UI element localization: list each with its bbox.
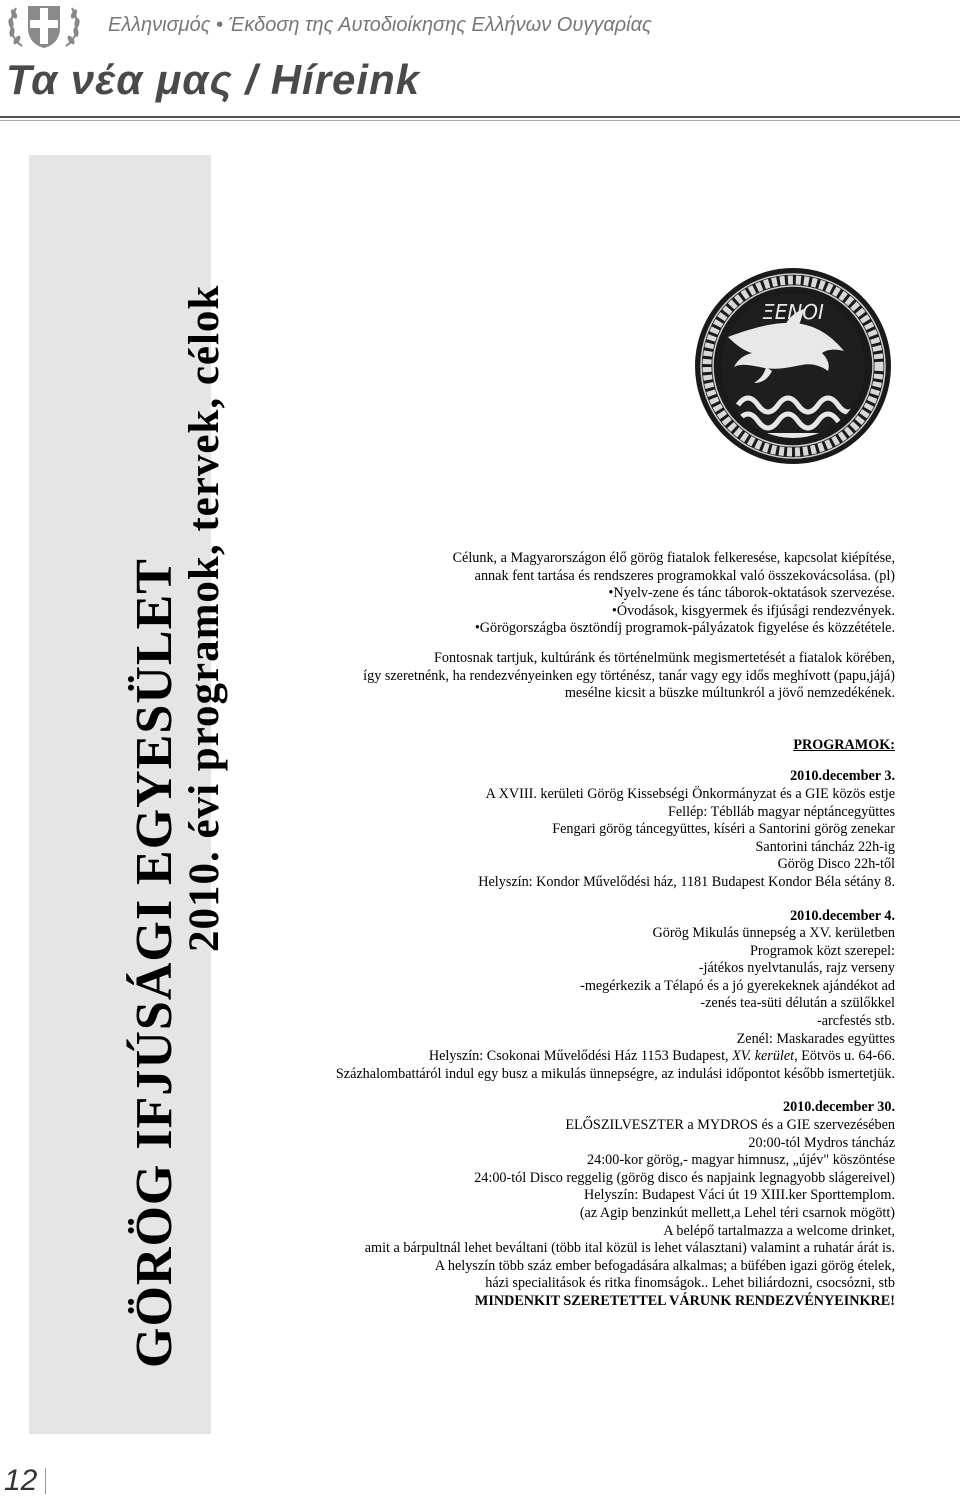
- event-bus-line: Százhalombattáról indul egy busz a mikulás ünnepségre, az indulási időpontot később ismertetjük.: [335, 1065, 895, 1082]
- event-line: Görög Mikulás ünnepség a XV. kerületben: [652, 925, 895, 942]
- goal-bullet: •Óvodások, kisgyermek és ifjúsági rendezvények.: [611, 602, 895, 619]
- event-line: Fengari görög táncegyüttes, kíséri a Santorini görög zenekar: [552, 821, 895, 838]
- programs-heading: PROGRAMOK:: [793, 736, 895, 753]
- header-divider-thin: [0, 120, 960, 121]
- event-line: A XVIII. kerületi Görög Kissebségi Önkormányzat és a GIE közös estje: [485, 785, 895, 802]
- organization-name: GÖRÖG IFJÚSÁGI EGYESÜLET: [126, 558, 183, 1368]
- event-line: Fellép: Téblláb magyar néptáncegyüttes: [667, 803, 895, 820]
- event-line: Zenél: Maskarades együttes: [736, 1030, 895, 1047]
- event-line: -zenés tea-süti délután a szülőkkel: [700, 995, 895, 1012]
- goal-line: Célunk, a Magyarországon élő görög fiatalok felkeresése, kapcsolat kiépítése,: [452, 550, 895, 566]
- event-line: Programok közt szerepel:: [750, 942, 895, 959]
- program-poster: [260, 550, 895, 1311]
- xenoi-dolphin-logo-icon: [694, 267, 892, 465]
- event-line: (az Agip benzinkút mellett,a Lehel téri csarnok mögött): [579, 1205, 895, 1221]
- publication-tagline: Ελληνισμός • Έκδοση της Αυτοδιοίκησης Ελλήνων Ουγγαρίας: [108, 14, 652, 36]
- intro-paragraph-line: így szeretnénk, ha rendezvényeinken egy történész, tanár vagy egy idős meghívott (papu,jájá): [363, 667, 895, 684]
- event-line: 24:00-tól Disco reggelig (görög disco és napjaink legnagyobb slágereivel): [474, 1169, 895, 1186]
- venue-district: XV. kerület: [732, 1048, 795, 1065]
- goal-line: annak fent tartása és rendszeres programokkal való összekovácsolása. (pl): [474, 567, 895, 584]
- event-line: 20:00-tól Mydros táncház: [748, 1134, 895, 1151]
- venue-address: , Eötvös u. 64-66.: [794, 1048, 895, 1065]
- event-line: amit a bárpultnál lehet beváltani (több ital közül is lehet választani) valamint a ruhatár árát is.: [364, 1240, 895, 1257]
- closing-invitation: MINDENKIT SZERETETTEL VÁRUNK RENDEZVÉNYEINKRE!: [474, 1292, 895, 1309]
- side-vertical-title: [128, 285, 228, 1368]
- event-line: Görög Disco 22h-től: [777, 856, 895, 873]
- section-title: Τα νέα μας / Híreink: [6, 56, 421, 103]
- page-number: 12: [4, 1464, 38, 1497]
- event-venue: [260, 1048, 895, 1066]
- event-line: Helyszín: Budapest Váci út 19 XIII.ker Sporttemplom.: [583, 1187, 895, 1204]
- event-line: Helyszín: Kondor Művelődési ház, 1181 Budapest Kondor Béla sétány 8.: [478, 873, 895, 890]
- page-number-divider: [45, 1468, 46, 1494]
- header-divider: [0, 116, 960, 118]
- event-line: házi specialitások és ritka finomságok.. Lehet biliárdozni, csocsózni, stb: [485, 1275, 895, 1292]
- intro-paragraph-line: mesélne kicsit a büszke múltunkról a jövő nemzedékének.: [564, 685, 895, 702]
- event-date: 2010.december 30.: [782, 1099, 895, 1116]
- event-line: 24:00-kor görög,- magyar himnusz, „újév" köszöntése: [587, 1152, 895, 1169]
- goal-bullet: •Görögországba ösztöndíj programok-pályázatok figyelése és közzététele.: [474, 620, 895, 637]
- event-line: -megérkezik a Télapó és a jó gyerekeknek ajándékot ad: [580, 977, 895, 994]
- venue-text: Helyszín: Csokonai Művelődési Ház 1153 Budapest,: [428, 1048, 733, 1065]
- side-subtitle: 2010. évi programok, tervek, célok: [181, 284, 228, 952]
- event-line: A helyszín több száz ember befogadására alkalmas; a büfében igazi görög ételek,: [434, 1257, 895, 1274]
- event-date: 2010.december 4.: [790, 907, 895, 924]
- event-line: -játékos nyelvtanulás, rajz verseny: [698, 960, 895, 977]
- event-line: Santorini táncház 22h-ig: [755, 838, 895, 855]
- greek-crest-logo-icon: [4, 2, 84, 50]
- event-line: ELŐSZILVESZTER a MYDROS és a GIE szervezésében: [565, 1117, 895, 1134]
- event-line: -arcfestés stb.: [817, 1013, 895, 1030]
- goal-bullet: •Nyelv-zene és tánc táborok-oktatások szervezése.: [608, 585, 895, 602]
- logo-text: ΞΕΝΟΙ: [762, 300, 824, 324]
- intro-paragraph-line: Fontosnak tartjuk, kultúránk és történelmünk megismertetését a fiatalok körében,: [434, 649, 895, 666]
- event-date: 2010.december 3.: [790, 768, 895, 785]
- event-line: A belépő tartalmazza a welcome drinket,: [663, 1222, 895, 1239]
